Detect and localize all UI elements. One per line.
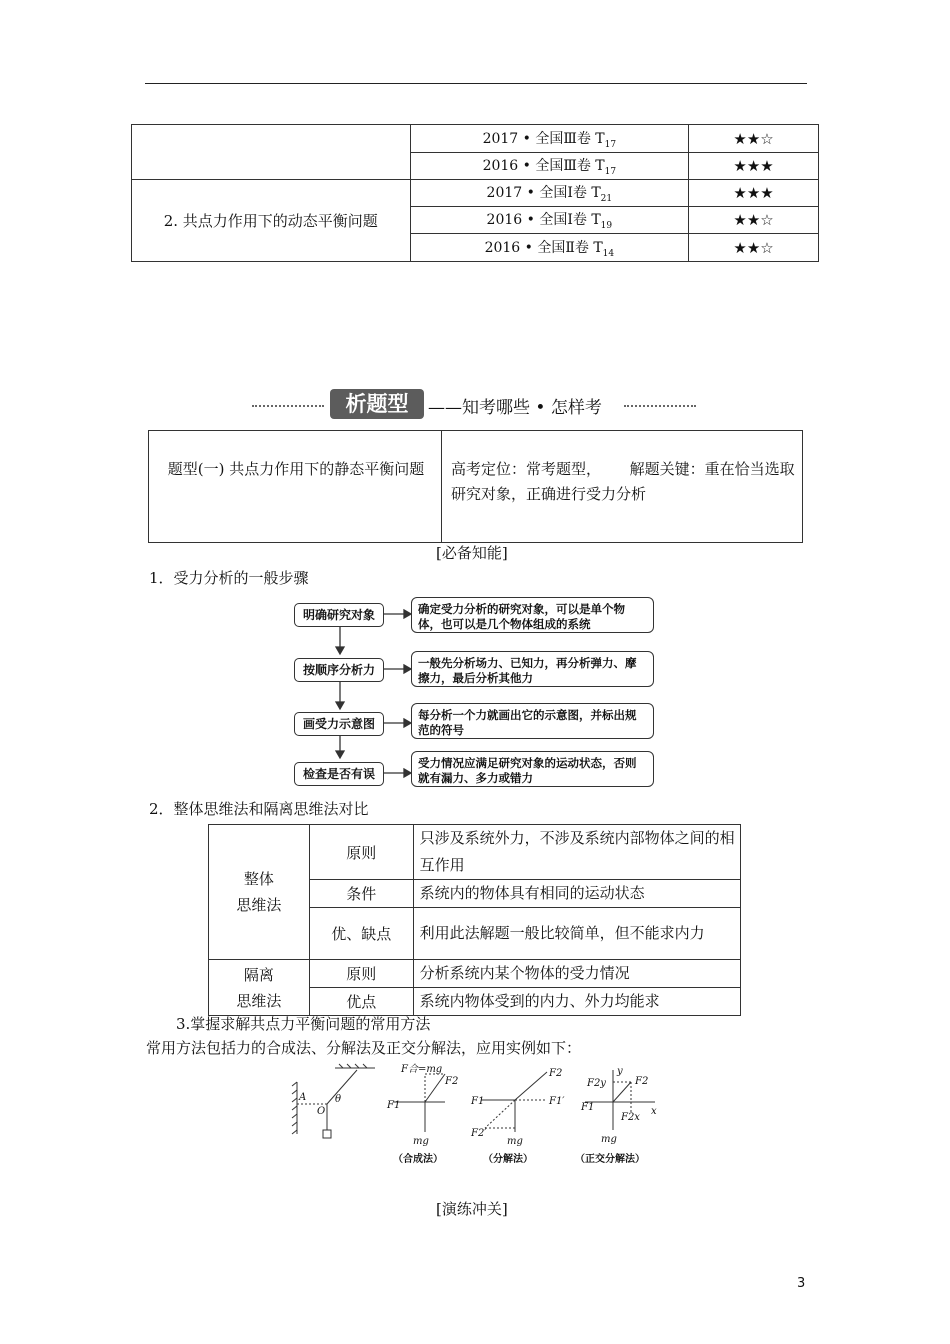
label-mg-b: mg bbox=[507, 1136, 523, 1147]
banner-label: 析题型 bbox=[330, 389, 424, 419]
label-F2x: F2x bbox=[621, 1112, 640, 1123]
label-y: y bbox=[617, 1066, 623, 1077]
label-A: A bbox=[299, 1092, 307, 1103]
label-F1-b: F1 bbox=[471, 1096, 485, 1107]
iso-method: 隔离 思维法 bbox=[209, 960, 310, 1016]
compare-value: 只涉及系统外力，不涉及系统内部物体之间的相互作用 bbox=[413, 825, 740, 880]
compare-value: 系统内物体受到的内力、外力均能求 bbox=[413, 988, 740, 1016]
flow-step-3: 画受力示意图 bbox=[294, 712, 384, 736]
label-O: O bbox=[317, 1106, 326, 1117]
label-F2: F2 bbox=[445, 1076, 459, 1087]
banner-dots-left bbox=[252, 405, 324, 407]
label-F1: F1 bbox=[387, 1100, 401, 1111]
exam-cell: 2017 • 全国Ⅲ卷 $T_{17}$ bbox=[410, 125, 689, 153]
section-bibei: [必备知能] bbox=[436, 544, 508, 562]
label-theta: θ bbox=[335, 1094, 342, 1105]
header-rule bbox=[145, 83, 807, 84]
heading-1: 1．受力分析的一般步骤 bbox=[149, 569, 309, 587]
caption-decomposition: （分解法） bbox=[483, 1154, 533, 1165]
exam-cell: 2016 • 全国Ⅲ卷 $T_{17}$ bbox=[410, 153, 689, 180]
topic-cell-1 bbox=[132, 125, 411, 180]
section-yanlian: [演练冲关] bbox=[436, 1200, 508, 1218]
whole-method: 整体 思维法 bbox=[209, 825, 310, 960]
type-box-divider bbox=[441, 431, 442, 542]
paragraph-3: 常用方法包括力的合成法、分解法及正交分解法，应用实例如下： bbox=[146, 1039, 582, 1057]
compare-value: 利用此法解题一般比较简单，但不能求内力 bbox=[413, 908, 740, 960]
exam-cell: 2016 • 全国Ⅱ卷 $T_{14}$ bbox=[410, 234, 689, 262]
exam-cell: 2016 • 全国Ⅰ卷 $T_{19}$ bbox=[410, 207, 689, 234]
caption-orthogonal: （正交分解法） bbox=[575, 1154, 645, 1165]
compare-key: 条件 bbox=[309, 880, 413, 908]
label-F1-prime: F1′ bbox=[549, 1096, 565, 1107]
type-desc: 高考定位：常考题型， 解题关键：重在恰当选取研究对象，正确进行受力分析 bbox=[451, 460, 795, 503]
stars-cell: ★★★ bbox=[689, 180, 819, 207]
label-F2-b: F2 bbox=[549, 1068, 563, 1079]
type-box bbox=[148, 430, 803, 543]
compare-key: 优点 bbox=[309, 988, 413, 1016]
flow-desc-1: 确定受力分析的研究对象，可以是单个物体，也可以是几个物体组成的系统 bbox=[411, 597, 654, 633]
exam-table bbox=[131, 124, 819, 262]
exam-cell: 2017 • 全国Ⅰ卷 $T_{21}$ bbox=[410, 180, 689, 207]
compare-key: 原则 bbox=[309, 960, 413, 988]
flow-desc-4: 受力情况应满足研究对象的运动状态，否则就有漏力、多力或错力 bbox=[411, 751, 654, 787]
force-diagrams bbox=[285, 1062, 665, 1170]
stars-cell: ★★☆ bbox=[689, 234, 819, 262]
flow-step-2: 按顺序分析力 bbox=[294, 658, 384, 682]
caption-composition: （合成法） bbox=[393, 1154, 443, 1165]
heading-3: 3.掌握求解共点力平衡问题的常用方法 bbox=[176, 1015, 431, 1033]
label-F-he: F合=mg bbox=[401, 1064, 443, 1075]
compare-value: 系统内的物体具有相同的运动状态 bbox=[413, 880, 740, 908]
banner-dots-right bbox=[624, 405, 696, 407]
flow-desc-2: 一般先分析场力、已知力，再分析弹力、摩擦力，最后分析其他力 bbox=[411, 651, 654, 687]
banner-text: ——知考哪些 • 怎样考 bbox=[428, 398, 602, 418]
label-x: x bbox=[651, 1106, 657, 1117]
label-F2y: F2y bbox=[587, 1078, 606, 1089]
label-F2-c: F2 bbox=[635, 1076, 649, 1087]
heading-2: 2．整体思维法和隔离思维法对比 bbox=[149, 800, 369, 818]
type-title: 题型(一) 共点力作用下的静态平衡问题 bbox=[167, 460, 425, 478]
stars-cell: ★★☆ bbox=[689, 207, 819, 234]
topic-cell-2: 2. 共点力作用下的动态平衡问题 bbox=[132, 180, 411, 262]
label-mg: mg bbox=[413, 1136, 429, 1147]
diagram-composition bbox=[393, 1074, 445, 1132]
flow-step-4: 检查是否有误 bbox=[294, 762, 384, 786]
stars-cell: ★★★ bbox=[689, 153, 819, 180]
compare-table bbox=[208, 824, 741, 1016]
label-mg-c: mg bbox=[601, 1134, 617, 1145]
compare-key: 原则 bbox=[309, 825, 413, 880]
flow-desc-3: 每分析一个力就画出它的示意图，并标出规范的符号 bbox=[411, 703, 654, 739]
compare-key: 优、缺点 bbox=[309, 908, 413, 960]
stars-cell: ★★☆ bbox=[689, 125, 819, 153]
compare-value: 分析系统内某个物体的受力情况 bbox=[413, 960, 740, 988]
page-number: 3 bbox=[797, 1276, 806, 1291]
label-F2-prime: F2′ bbox=[471, 1128, 487, 1139]
diagram-decomposition bbox=[481, 1072, 547, 1132]
flow-step-1: 明确研究对象 bbox=[294, 603, 384, 627]
label-F1-c: F1 bbox=[581, 1102, 595, 1113]
